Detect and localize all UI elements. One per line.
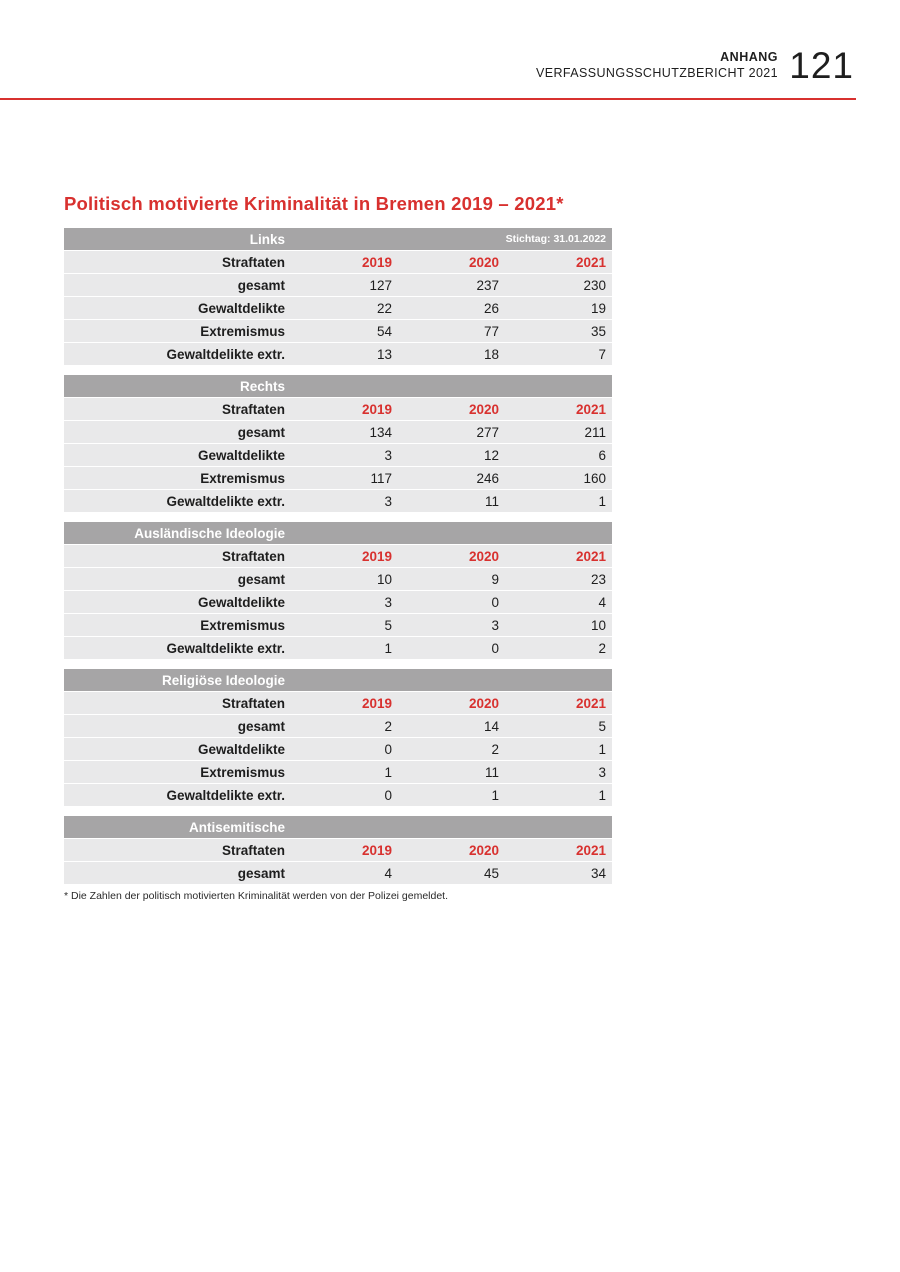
value-cell: 7 — [598, 346, 606, 362]
table-row — [64, 738, 612, 761]
table-block — [64, 228, 612, 366]
page-header — [0, 0, 856, 100]
value-cell: 246 — [476, 470, 499, 486]
row-label: Extremismus — [200, 617, 285, 633]
value-cell: 18 — [483, 346, 499, 362]
value-cell: 26 — [483, 300, 499, 316]
header-report-title: VERFASSUNGSSCHUTZBERICHT 2021 — [536, 66, 778, 80]
stichtag-date: Stichtag: 31.01.2022 — [505, 233, 606, 245]
table-row — [64, 274, 612, 297]
value-cell: 1 — [491, 787, 499, 803]
value-cell: 12 — [483, 447, 499, 463]
year-header-row — [64, 839, 612, 862]
row-label: Extremismus — [200, 470, 285, 486]
table-row — [64, 444, 612, 467]
value-cell: 0 — [491, 594, 499, 610]
value-cell: 237 — [476, 277, 499, 293]
year-header-cell: 2021 — [575, 695, 606, 711]
table-row — [64, 591, 612, 614]
value-cell: 160 — [583, 470, 606, 486]
category-name: Religiöse Ideologie — [161, 672, 285, 688]
row-label: gesamt — [237, 571, 285, 587]
table-row — [64, 320, 612, 343]
footnote: * Die Zahlen der politisch motivierten Kriminalität werden von der Polizei gemeldet. — [64, 890, 449, 902]
value-cell: 1 — [598, 787, 606, 803]
value-cell: 54 — [376, 323, 392, 339]
table-row — [64, 343, 612, 366]
category-name: Links — [249, 231, 285, 247]
category-header-row — [64, 522, 612, 545]
value-cell: 4 — [598, 594, 606, 610]
header-text — [536, 50, 778, 81]
value-cell: 1 — [598, 493, 606, 509]
row-label: Gewaltdelikte extr. — [166, 346, 285, 362]
value-cell: 277 — [476, 424, 499, 440]
straftaten-label: Straftaten — [221, 254, 285, 270]
value-cell: 9 — [491, 571, 499, 587]
table-block — [64, 669, 612, 807]
year-header-cell: 2019 — [361, 548, 392, 564]
table-row — [64, 637, 612, 660]
row-label: gesamt — [237, 865, 285, 881]
year-header-cell: 2019 — [361, 695, 392, 711]
value-cell: 5 — [384, 617, 392, 633]
category-name: Antisemitische — [188, 819, 285, 835]
row-label: gesamt — [237, 718, 285, 734]
value-cell: 211 — [584, 424, 606, 440]
straftaten-label: Straftaten — [221, 842, 285, 858]
year-header-cell: 2020 — [468, 695, 499, 711]
value-cell: 3 — [598, 764, 606, 780]
row-label: Gewaltdelikte extr. — [166, 493, 285, 509]
table-title: Politisch motivierte Kriminalität in Bremen 2019 – 2021* — [64, 193, 564, 214]
value-cell: 2 — [598, 640, 606, 656]
table-row — [64, 715, 612, 738]
value-cell: 3 — [384, 594, 392, 610]
value-cell: 4 — [384, 865, 392, 881]
table-row — [64, 614, 612, 637]
row-label: Gewaltdelikte — [197, 741, 285, 757]
value-cell: 230 — [583, 277, 606, 293]
row-label: Extremismus — [200, 323, 285, 339]
category-header-row — [64, 816, 612, 839]
value-cell: 11 — [484, 764, 499, 780]
value-cell: 117 — [370, 470, 392, 486]
value-cell: 14 — [483, 718, 499, 734]
value-cell: 11 — [484, 493, 499, 509]
straftaten-label: Straftaten — [221, 548, 285, 564]
table-row — [64, 490, 612, 513]
row-label: gesamt — [237, 277, 285, 293]
value-cell: 10 — [590, 617, 606, 633]
year-header-row — [64, 251, 612, 274]
year-header-cell: 2019 — [361, 401, 392, 417]
statistics-tables — [64, 228, 612, 894]
year-header-cell: 2021 — [575, 254, 606, 270]
row-label: Gewaltdelikte extr. — [166, 640, 285, 656]
value-cell: 1 — [384, 640, 392, 656]
year-header-cell: 2020 — [468, 548, 499, 564]
value-cell: 3 — [491, 617, 499, 633]
value-cell: 77 — [483, 323, 499, 339]
table-block — [64, 816, 612, 885]
table-block — [64, 522, 612, 660]
table-block — [64, 375, 612, 513]
year-header-row — [64, 398, 612, 421]
category-name: Rechts — [239, 378, 285, 394]
value-cell: 0 — [384, 787, 392, 803]
page-number: 121 — [789, 45, 854, 86]
row-label: Gewaltdelikte extr. — [166, 787, 285, 803]
year-header-cell: 2021 — [575, 548, 606, 564]
table-row — [64, 568, 612, 591]
row-label: Gewaltdelikte — [197, 594, 285, 610]
table-row — [64, 862, 612, 885]
value-cell: 1 — [598, 741, 606, 757]
table-row — [64, 761, 612, 784]
year-header-cell: 2019 — [361, 254, 392, 270]
value-cell: 10 — [376, 571, 392, 587]
value-cell: 3 — [384, 447, 392, 463]
year-header-cell: 2021 — [575, 842, 606, 858]
year-header-cell: 2020 — [468, 254, 499, 270]
value-cell: 35 — [590, 323, 606, 339]
year-header-cell: 2020 — [468, 401, 499, 417]
row-label: Gewaltdelikte — [197, 300, 285, 316]
year-header-cell: 2021 — [575, 401, 606, 417]
year-header-cell: 2020 — [468, 842, 499, 858]
table-row — [64, 784, 612, 807]
table-row — [64, 467, 612, 490]
category-name: Ausländische Ideologie — [134, 525, 285, 541]
year-header-cell: 2019 — [361, 842, 392, 858]
value-cell: 6 — [598, 447, 606, 463]
value-cell: 23 — [590, 571, 606, 587]
value-cell: 134 — [369, 424, 392, 440]
value-cell: 5 — [598, 718, 606, 734]
value-cell: 3 — [384, 493, 392, 509]
straftaten-label: Straftaten — [221, 695, 285, 711]
value-cell: 127 — [369, 277, 392, 293]
value-cell: 19 — [590, 300, 606, 316]
value-cell: 2 — [491, 741, 499, 757]
category-header-row — [64, 669, 612, 692]
category-header-row — [64, 228, 612, 251]
value-cell: 0 — [384, 741, 392, 757]
category-header-row — [64, 375, 612, 398]
value-cell: 34 — [590, 865, 606, 881]
value-cell: 45 — [483, 865, 499, 881]
row-label: Gewaltdelikte — [197, 447, 285, 463]
row-label: Extremismus — [200, 764, 285, 780]
year-header-row — [64, 692, 612, 715]
value-cell: 2 — [384, 718, 392, 734]
value-cell: 1 — [384, 764, 392, 780]
value-cell: 13 — [376, 346, 392, 362]
header-section: ANHANG — [720, 50, 778, 64]
table-row — [64, 297, 612, 320]
table-row — [64, 421, 612, 444]
row-label: gesamt — [237, 424, 285, 440]
value-cell: 0 — [491, 640, 499, 656]
value-cell: 22 — [376, 300, 392, 316]
year-header-row — [64, 545, 612, 568]
straftaten-label: Straftaten — [221, 401, 285, 417]
